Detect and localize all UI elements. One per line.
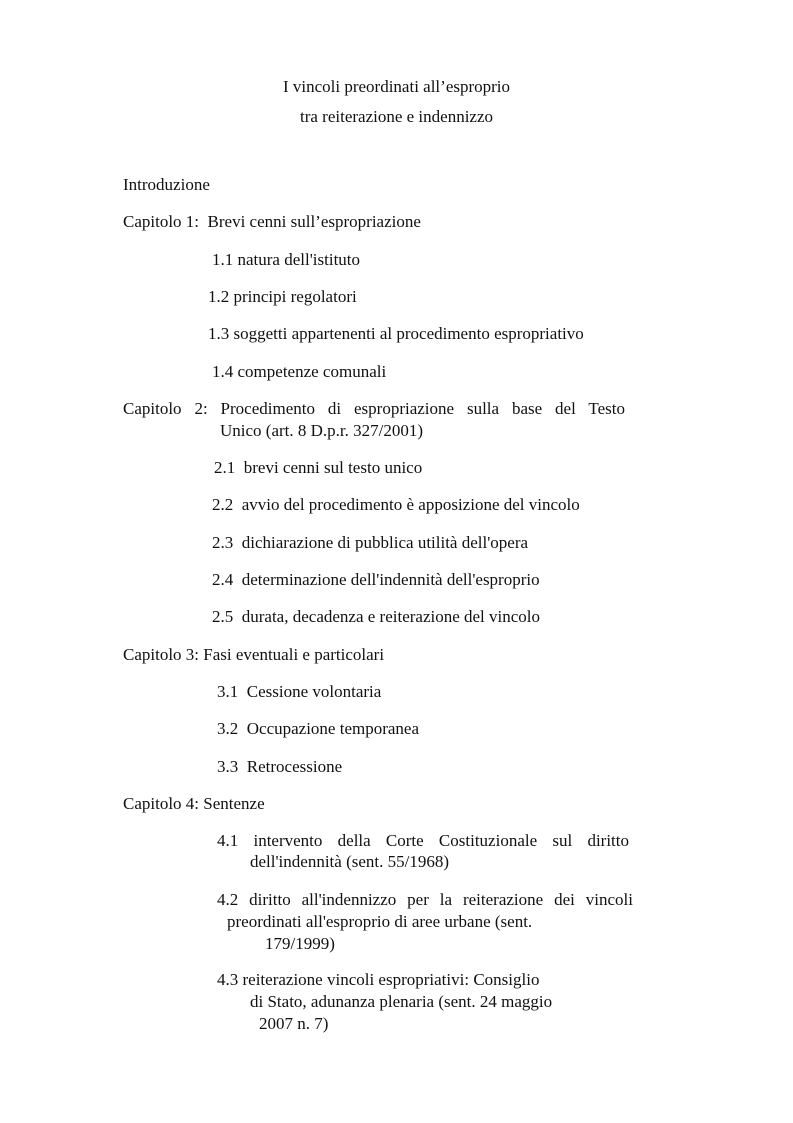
toc-item-1-1: 1.1 natura dell'istituto [212, 250, 361, 269]
chapter-4-heading: Capitolo 4: Sentenze [123, 794, 265, 813]
toc-item-2-1: 2.1 brevi cenni sul testo unico [214, 458, 423, 477]
toc-item-4-2-cont-2: 179/1999) [265, 934, 335, 953]
chapter-3-heading: Capitolo 3: Fasi eventuali e particolari [123, 645, 385, 664]
toc-item-4-1-cont: dell'indennità (sent. 55/1968) [250, 852, 449, 871]
chapter-2-heading: Capitolo 2: Procedimento di espropriazione sulla base del Testo [123, 399, 625, 418]
toc-item-1-2: 1.2 principi regolatori [208, 287, 357, 306]
toc-item-4-2: 4.2 diritto all'indennizzo per la reiterazione dei vincoli [217, 890, 633, 909]
toc-item-2-2: 2.2 avvio del procedimento è apposizione del vincolo [212, 495, 580, 514]
toc-item-4-2-cont: preordinati all'esproprio di aree urbane (sent. [227, 912, 533, 931]
toc-introduction: Introduzione [123, 175, 210, 194]
toc-item-1-3: 1.3 soggetti appartenenti al procedimento espropriativo [208, 324, 584, 343]
toc-item-4-3-cont-2: 2007 n. 7) [259, 1014, 329, 1033]
toc-item-2-3: 2.3 dichiarazione di pubblica utilità dell'opera [212, 533, 529, 552]
toc-item-4-1: 4.1 intervento della Corte Costituzionale sul diritto [217, 831, 629, 850]
toc-item-3-1: 3.1 Cessione volontaria [217, 682, 382, 701]
chapter-2-heading-cont: Unico (art. 8 D.p.r. 327/2001) [220, 421, 424, 440]
toc-item-3-2: 3.2 Occupazione temporanea [217, 719, 420, 738]
toc-item-1-4: 1.4 competenze comunali [212, 362, 387, 381]
chapter-1-heading: Capitolo 1: Brevi cenni sull’espropriazione [123, 212, 421, 231]
toc-item-3-3: 3.3 Retrocessione [217, 757, 343, 776]
toc-item-2-4: 2.4 determinazione dell'indennità dell'esproprio [212, 570, 540, 589]
toc-item-4-3-cont: di Stato, adunanza plenaria (sent. 24 maggio [250, 992, 553, 1011]
title-line-1: I vincoli preordinati all’esproprio [282, 77, 511, 96]
title-line-2: tra reiterazione e indennizzo [299, 107, 494, 126]
toc-item-2-5: 2.5 durata, decadenza e reiterazione del vincolo [212, 607, 541, 626]
toc-item-4-3: 4.3 reiterazione vincoli espropriativi: Consiglio [217, 970, 540, 989]
